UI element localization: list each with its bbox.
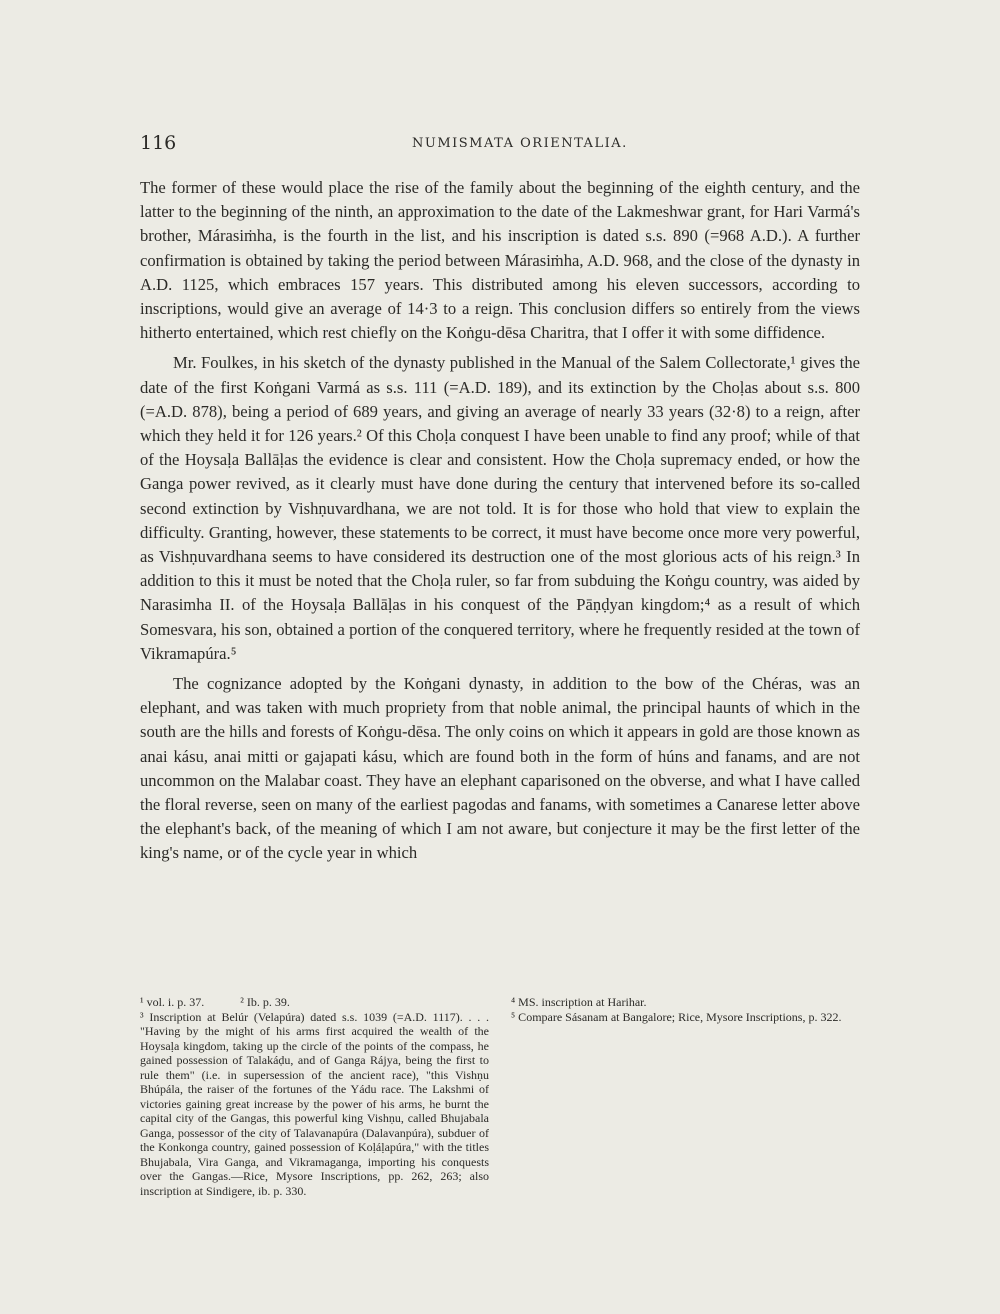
footnote-1: ¹ vol. i. p. 37. <box>140 995 205 1009</box>
footnotes-left <box>140 995 489 1198</box>
page-number: 116 <box>140 132 177 154</box>
running-title: NUMISMATA ORIENTALIA. <box>412 136 628 151</box>
footnote-3: ³ Inscription at Belúr (Velapúra) dated s.s. 1039 (=A.D. 1117). . . . "Having by the might of his arms first acquired the wealth of the Hoysaḷa kingdom, taking up the circle of the points of the compass, he gained possession of Talakáḍu, and of Ganga Rájya, being the first to rule them" (i.e. in supersession of the ancient race), "this Vishṇu Bhúpála, the raiser of the fortunes of the Yádu race. The Lakshmi of victories gaining great increase by the power of his arms, he burnt the capital city of the Gangas, this powerful king Vishṇu, called Bhujabala Ganga, possessor of the city of Talavanapúra (Dalavanpúra), subduer of the Konkonga country, gained possession of Koḷáḷapúra," with the titles Bhujabala, Vira Ganga, and Vikramaganga, importing his conquests over the Gangas.—Rice, Mysore Inscriptions, pp. 262, 263; also inscription at Sindigere, ib. p. 330. <box>140 1009 489 1198</box>
paragraph-1: The former of these would place the rise of the family about the beginning of the eighth century, and the latter to the beginning of the ninth, an approximation to the date of the Lakmeshwar grant, for Hari Varmá's brother, Márasiṁha, is the fourth in the list, and his inscription is dated s.s. 890 (=968 A.D.). A further confirmation is obtained by taking the period between Márasiṁha, A.D. 968, and the close of the dynasty in A.D. 1125, which embraces 157 years. This distributed among his eleven successors, according to inscriptions, would give an average of 14·3 to a reign. This conclusion differs so entirely from the views hitherto entertained, which rest chiefly on the Koṅgu-dēsa Charitra, that I offer it with some diffidence. <box>140 178 860 343</box>
paragraph-3: The cognizance adopted by the Koṅgani dynasty, in addition to the bow of the Chéras, was an elephant, and was taken with much propriety from that noble animal, the principal haunts of which in the south are the hills and forests of Koṅgu-dēsa. The only coins on which it appears in gold are those known as anai kásu, anai mitti or gajapati kásu, which are found both in the form of húns and fanams, and are not uncommon on the Malabar coast. They have an elephant caparisoned on the obverse, and what I have called the floral reverse, seen on many of the earliest pagodas and fanams, with sometimes a Canarese letter above the elephant's back, of the meaning of which I am not aware, but conjecture it may be the first letter of the king's name, or of the cycle year in which <box>140 674 860 863</box>
footnotes <box>140 995 860 1198</box>
footnote-4: ⁴ MS. inscription at Harihar. <box>511 995 647 1009</box>
main-text <box>140 176 860 872</box>
footnotes-right <box>511 995 860 1198</box>
footnote-5: ⁵ Compare Sásanam at Bangalore; Rice, Mysore Inscriptions, p. 322. <box>511 1009 842 1024</box>
footnote-2: ² Ib. p. 39. <box>240 995 290 1009</box>
page-header <box>140 132 860 158</box>
footnote-1-2 <box>140 995 489 1010</box>
paragraph-2: Mr. Foulkes, in his sketch of the dynasty published in the Manual of the Salem Collectorate,¹ gives the date of the first Koṅgani Varmá as s.s. 111 (=A.D. 189), and its extinction by the Choḷas about s.s. 800 (=A.D. 878), being a period of 689 years, and giving an average of nearly 33 years (32·8) to a reign, after which they held it for 126 years.² Of this Choḷa conquest I have been unable to find any proof; while of that of the Hoysaḷa Ballāḷas the evidence is clear and consistent. How the Choḷa supremacy ended, or how the Ganga power revived, as it clearly must have done during the century that intervened before its so-called second extinction by Vishṇuvardhana, we are not told. It is for those who hold that view to explain the difficulty. Granting, however, these statements to be correct, it must have become once more very powerful, as Vishṇuvardhana seems to have considered its destruction one of the most glorious acts of his reign.³ In addition to this it must be noted that the Choḷa ruler, so far from subduing the Koṅgu country, was aided by Narasimha II. of the Hoysaḷa Ballāḷas in his conquest of the Pāṇḍyan kingdom;⁴ as a result of which Somesvara, his son, obtained a portion of the conquered territory, where he frequently resided at the town of Vikramapúra.⁵ <box>140 353 860 663</box>
